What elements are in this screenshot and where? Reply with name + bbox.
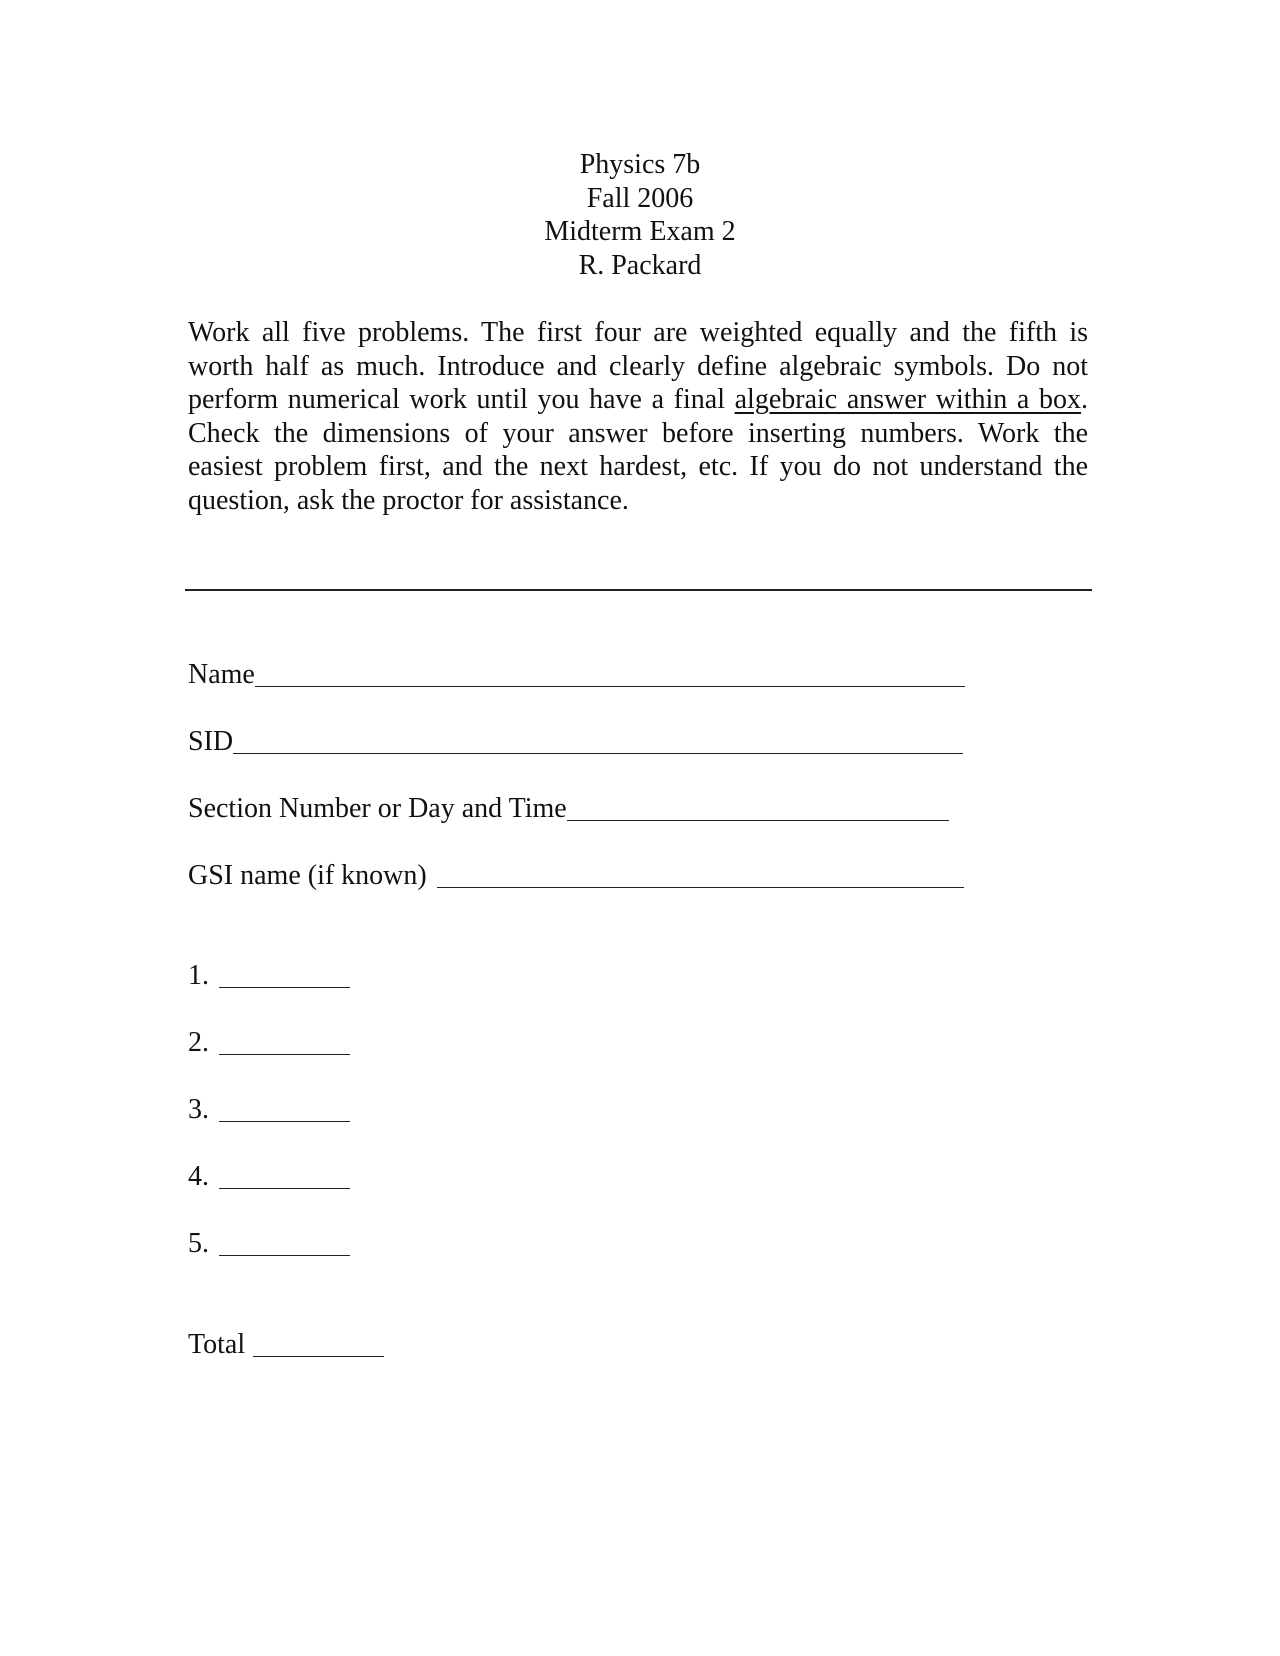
total-label: Total bbox=[188, 1329, 246, 1360]
sid-label: SID bbox=[188, 726, 234, 757]
instructor-name: R. Packard bbox=[578, 249, 702, 281]
score-row-3 bbox=[188, 1093, 350, 1127]
section-field bbox=[188, 792, 949, 826]
score-label-2: 2. bbox=[188, 1027, 209, 1058]
sid-field bbox=[188, 725, 963, 759]
score-row-1 bbox=[188, 959, 350, 993]
gsi-label: GSI name (if known) bbox=[188, 860, 427, 891]
total-row bbox=[188, 1328, 384, 1362]
score-row-4 bbox=[188, 1160, 350, 1194]
name-blank[interactable] bbox=[255, 662, 965, 687]
score-label-5: 5. bbox=[188, 1228, 209, 1259]
name-field bbox=[188, 658, 965, 692]
score-blank-5[interactable] bbox=[219, 1231, 350, 1256]
exam-title: Midterm Exam 2 bbox=[544, 216, 736, 247]
section-blank[interactable] bbox=[567, 796, 949, 821]
score-blank-2[interactable] bbox=[219, 1030, 350, 1055]
score-blank-4[interactable] bbox=[219, 1164, 350, 1189]
score-blank-3[interactable] bbox=[219, 1097, 350, 1122]
score-label-1: 1. bbox=[188, 960, 209, 991]
instructions-text-1: Work all five problems. The first four are weighted equally and the fifth is worth half as much. Introduce and clearly define algebraic symbols. Do not perform numerical work until you have a final bbox=[188, 317, 1088, 416]
exam-header bbox=[0, 148, 1280, 282]
gsi-field bbox=[188, 859, 964, 893]
score-row-2 bbox=[188, 1026, 350, 1060]
term: Fall 2006 bbox=[586, 182, 694, 214]
score-row-5 bbox=[188, 1227, 350, 1261]
score-blank-1[interactable] bbox=[219, 963, 350, 988]
score-label-4: 4. bbox=[188, 1161, 209, 1192]
total-blank[interactable] bbox=[253, 1332, 384, 1357]
instructions-text-2: . Check the dimensions of your answer before inserting numbers. Work the easiest problem first, and the next hardest, etc. If you do not understand the question, ask the proctor for assistance. bbox=[188, 384, 1088, 516]
gsi-blank[interactable] bbox=[437, 863, 964, 888]
instructions-paragraph bbox=[188, 316, 1088, 518]
sid-blank[interactable] bbox=[233, 729, 963, 754]
section-divider bbox=[185, 589, 1092, 591]
instructions-underlined-text: algebraic answer within a box bbox=[734, 384, 1081, 416]
name-label: Name bbox=[188, 659, 255, 690]
score-label-3: 3. bbox=[188, 1094, 209, 1125]
course-title: Physics 7b bbox=[579, 149, 701, 180]
section-label: Section Number or Day and Time bbox=[188, 793, 567, 824]
